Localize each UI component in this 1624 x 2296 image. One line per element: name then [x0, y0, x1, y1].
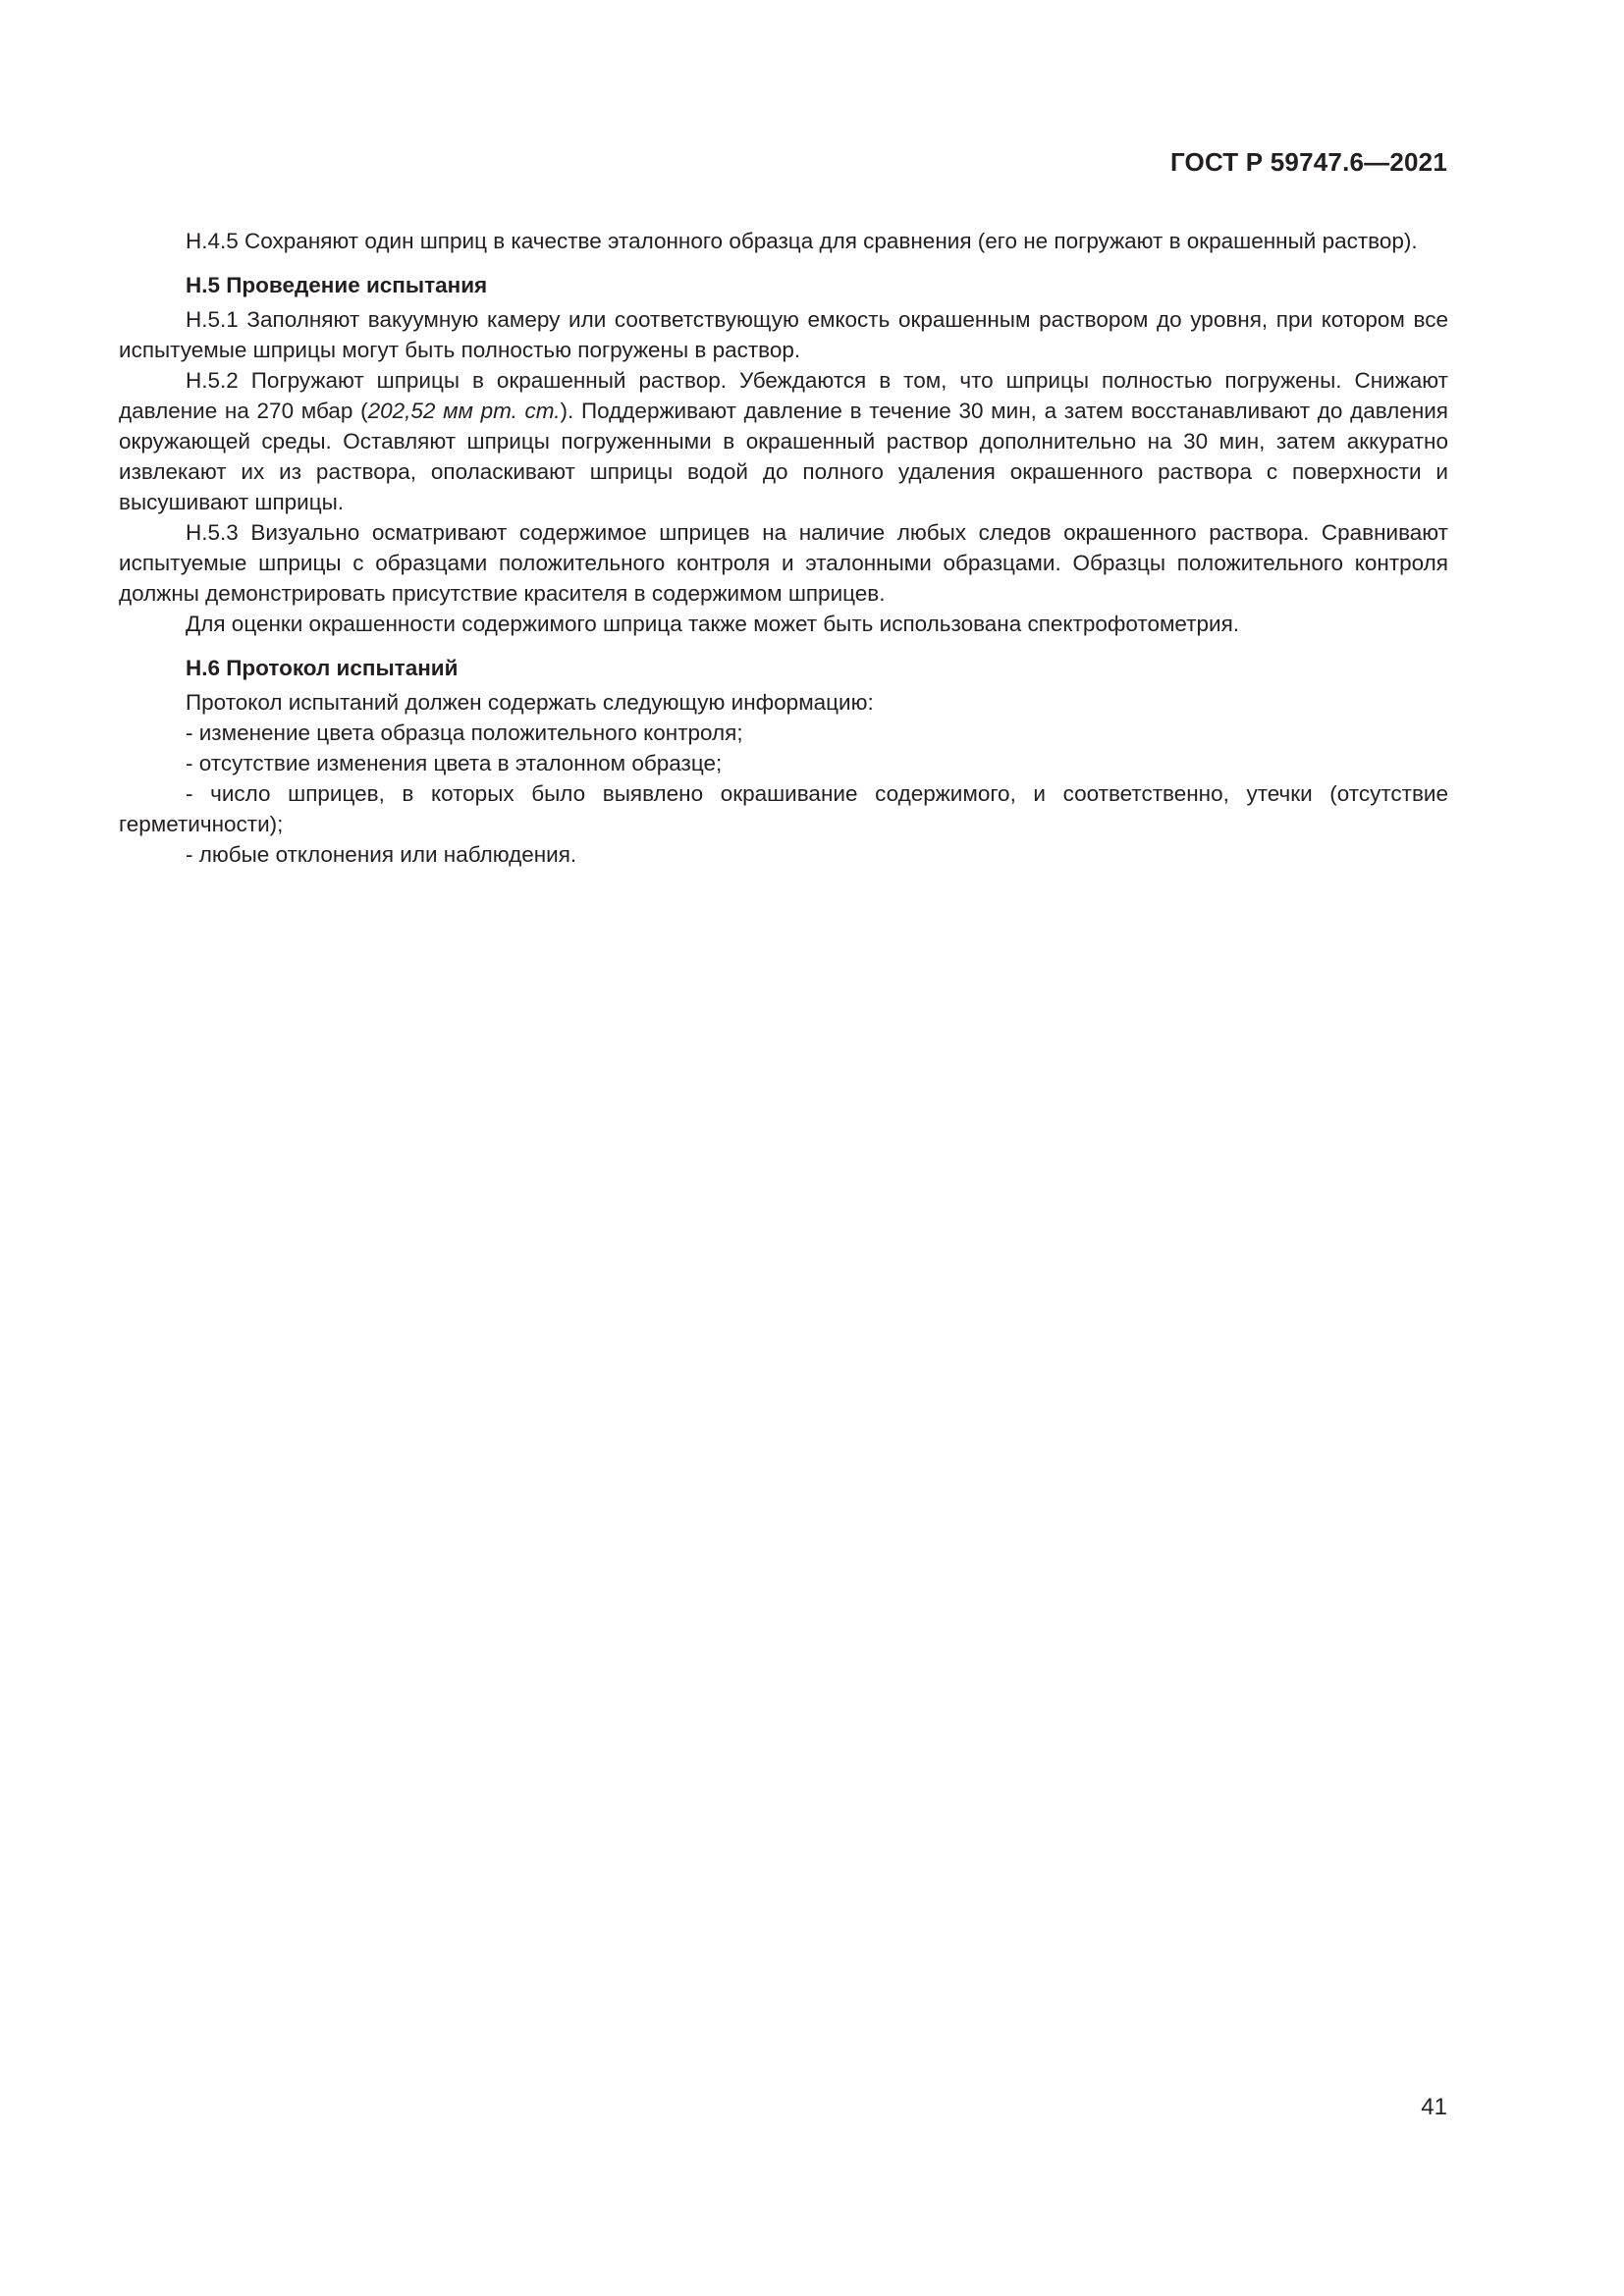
paragraph-h-5-2-part-1: Н.5.2 Погружают шприцы в окрашенный раствор. Убеждаются в том, что шприцы полностью погружены. Снижают давление на 270 мбар ( [119, 368, 1448, 423]
list-item: - любые отклонения или наблюдения. [186, 842, 577, 867]
paragraph-h-5-3: Н.5.3 Визуально осматривают содержимое шприцев на наличие любых следов окрашенного раствора. Сравнивают испытуемые шприцы с образцами положительного контроля и эталонными образцами. Образцы положительного контроля должны демонстрировать присутствие красителя в содержимом шприцев. [119, 520, 1448, 606]
list-item: - изменение цвета образца положительного контроля; [186, 721, 743, 745]
paragraph-spectrophotometry: Для оценки окрашенности содержимого шприца также может быть использована спектрофотометрия. [186, 612, 1240, 636]
page-number: 41 [1421, 2094, 1447, 2120]
section-heading-h-5: Н.5 Проведение испытания [186, 273, 488, 297]
paragraph-h-4-5: Н.4.5 Сохраняют один шприц в качестве эталонного образца для сравнения (его не погружают в окрашенный раствор). [186, 229, 1418, 253]
paragraph-h-5-2-pressure-mmhg: 202,52 мм рт. ст. [367, 399, 561, 423]
paragraph-h-5-1: Н.5.1 Заполняют вакуумную камеру или соответствующую емкость окрашенным раствором до уровня, при котором все испытуемые шприцы могут быть полностью погружены в раствор. [119, 307, 1448, 362]
document-body [119, 226, 1448, 870]
list-item: - отсутствие изменения цвета в эталонном образце; [186, 751, 723, 775]
section-heading-h-6: Н.6 Протокол испытаний [186, 656, 459, 680]
document-standard-id: ГОСТ Р 59747.6—2021 [1169, 147, 1447, 177]
list-item: - число шприцев, в которых было выявлено окрашивание содержимого, и соответственно, утечки (отсутствие герметичности); [119, 781, 1448, 836]
paragraph-protocol-intro: Протокол испытаний должен содержать следующую информацию: [186, 690, 874, 715]
paragraph-h-5-2 [119, 365, 1448, 517]
paragraph-h-5-2-part-2: ). Поддерживают давление в течение 30 мин, а затем восстанавливают до давления окружающей среды. Оставляют шприцы погруженными в окрашенный раствор дополнительно на 30 мин, затем аккуратно извлекают их из раствора, ополаскивают шприцы водой до полного удаления окрашенного раствора с поверхности и высушивают шприцы. [119, 399, 1448, 514]
